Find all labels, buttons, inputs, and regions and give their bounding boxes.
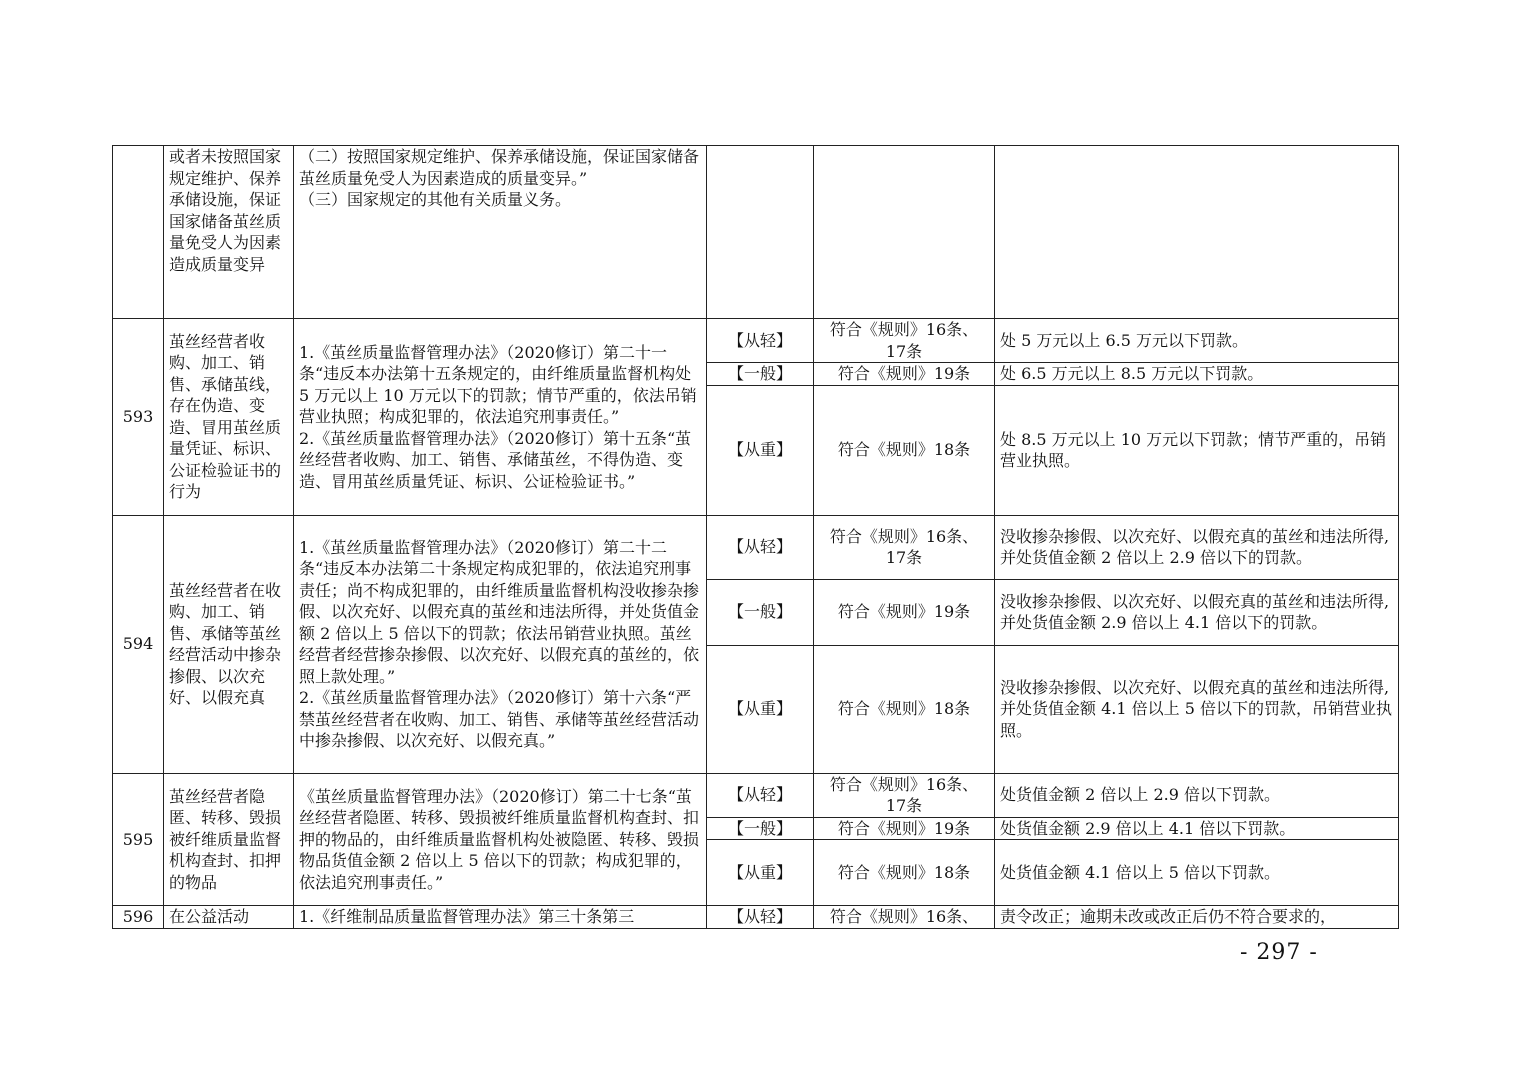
discretion-level: 【从重】 (707, 840, 814, 906)
applicable-rule: 符合《规则》16条、 (814, 906, 995, 929)
table-body (113, 146, 1399, 929)
legal-basis: 1.《茧丝质量监督管理办法》（2020修订）第二十一条“违反本办法第十五条规定的，由纤维质量监督机构处 5 万元以上 10 万元以下的罚款；情节严重的，依法吊销营业执照；构成犯罪的，依法追究刑事责任。” 2.《茧丝质量监督管理办法》（2020修订）第十五条“茧丝经营者收购、加工、销售、承储茧丝，不得伪造、变造、冒用茧丝质量凭证、标识、公证检验证书。” (294, 319, 707, 516)
penalty-standard: 没收掺杂掺假、以次充好、以假充真的茧丝和违法所得,并处货值金额 4.1 倍以上 5 倍以下的罚款，吊销营业执照。 (995, 645, 1399, 773)
violation-description: 茧丝经营者在收购、加工、销售、承储等茧丝经营活动中掺杂掺假、以次充好、以假充真 (164, 515, 294, 773)
discretion-level: 【从轻】 (707, 319, 814, 363)
page-number: - 297 - (1240, 940, 1318, 965)
item-number: 595 (113, 773, 164, 906)
applicable-rule: 符合《规则》16条、 17条 (814, 773, 995, 817)
penalty-standard: 处 8.5 万元以上 10 万元以下罚款；情节严重的，吊销营业执照。 (995, 385, 1399, 515)
item-number: 593 (113, 319, 164, 516)
violation-description: 茧丝经营者收购、加工、销售、承储茧线，存在伪造、变造、冒用茧丝质量凭证、标识、公证检验证书的行为 (164, 319, 294, 516)
applicable-rule: 符合《规则》18条 (814, 840, 995, 906)
legal-basis: （二）按照国家规定维护、保养承储设施，保证国家储备茧丝质量免受人为因素造成的质量变异。” （三）国家规定的其他有关质量义务。 (294, 146, 707, 319)
discretion-level: 【从轻】 (707, 515, 814, 579)
table-row (113, 515, 1399, 579)
applicable-rule: 符合《规则》19条 (814, 579, 995, 645)
penalty-standard: 处货值金额 4.1 倍以上 5 倍以下罚款。 (995, 840, 1399, 906)
penalty-standard: 没收掺杂掺假、以次充好、以假充真的茧丝和违法所得,并处货值金额 2.9 倍以上 4.1 倍以下的罚款。 (995, 579, 1399, 645)
item-number (113, 146, 164, 319)
penalty-standard: 处货值金额 2.9 倍以上 4.1 倍以下罚款。 (995, 817, 1399, 840)
discretion-level: 【一般】 (707, 579, 814, 645)
penalty-standard: 处货值金额 2 倍以上 2.9 倍以下罚款。 (995, 773, 1399, 817)
table-row (113, 773, 1399, 817)
legal-basis: 《茧丝质量监督管理办法》（2020修订）第二十七条“茧丝经营者隐匿、转移、毁损被纤维质量监督机构查封、扣押的物品的，由纤维质量监督机构处被隐匿、转移、毁损物品货值金额 2 倍以上 5 倍以下的罚款；构成犯罪的，依法追究刑事责任。” (294, 773, 707, 906)
discretion-level: 【一般】 (707, 363, 814, 386)
applicable-rule: 符合《规则》18条 (814, 645, 995, 773)
discretion-level (707, 146, 814, 319)
legal-basis: 1.《纤维制品质量监督管理办法》第三十条第三 (294, 906, 707, 929)
legal-basis: 1.《茧丝质量监督管理办法》（2020修订）第二十二条“违反本办法第二十条规定构成犯罪的，依法追究刑事责任；尚不构成犯罪的，由纤维质量监督机构没收掺杂掺假、以次充好、以假充真的茧丝和违法所得，并处货值金额 2 倍以上 5 倍以下的罚款；依法吊销营业执照。茧丝经营者经营掺杂掺假、以次充好、以假充真的茧丝的，依照上款处理。” 2.《茧丝质量监督管理办法》（2020修订）第十六条“严禁茧丝经营者在收购、加工、销售、承储等茧丝经营活动中掺杂掺假、以次充好、以假充真。” (294, 515, 707, 773)
discretion-level: 【从轻】 (707, 906, 814, 929)
discretion-level: 【一般】 (707, 817, 814, 840)
applicable-rule: 符合《规则》19条 (814, 363, 995, 386)
penalty-standard: 处 6.5 万元以上 8.5 万元以下罚款。 (995, 363, 1399, 386)
penalty-standard: 责令改正；逾期未改或改正后仍不符合要求的， (995, 906, 1399, 929)
discretion-level: 【从重】 (707, 645, 814, 773)
applicable-rule: 符合《规则》18条 (814, 385, 995, 515)
item-number: 596 (113, 906, 164, 929)
applicable-rule: 符合《规则》16条、 17条 (814, 515, 995, 579)
penalty-standard (995, 146, 1399, 319)
table-row (113, 906, 1399, 929)
penalty-standard: 没收掺杂掺假、以次充好、以假充真的茧丝和违法所得,并处货值金额 2 倍以上 2.9 倍以下的罚款。 (995, 515, 1399, 579)
violation-description: 或者未按照国家规定维护、保养承储设施，保证国家储备茧丝质量免受人为因素造成质量变异 (164, 146, 294, 319)
penalty-table (112, 145, 1399, 929)
violation-description: 在公益活动 (164, 906, 294, 929)
applicable-rule: 符合《规则》19条 (814, 817, 995, 840)
applicable-rule: 符合《规则》16条、 17条 (814, 319, 995, 363)
applicable-rule (814, 146, 995, 319)
discretion-level: 【从轻】 (707, 773, 814, 817)
violation-description: 茧丝经营者隐匿、转移、毁损被纤维质量监督机构查封、扣押的物品 (164, 773, 294, 906)
penalty-standard: 处 5 万元以上 6.5 万元以下罚款。 (995, 319, 1399, 363)
discretion-level: 【从重】 (707, 385, 814, 515)
table-row (113, 146, 1399, 319)
table-row (113, 319, 1399, 363)
item-number: 594 (113, 515, 164, 773)
